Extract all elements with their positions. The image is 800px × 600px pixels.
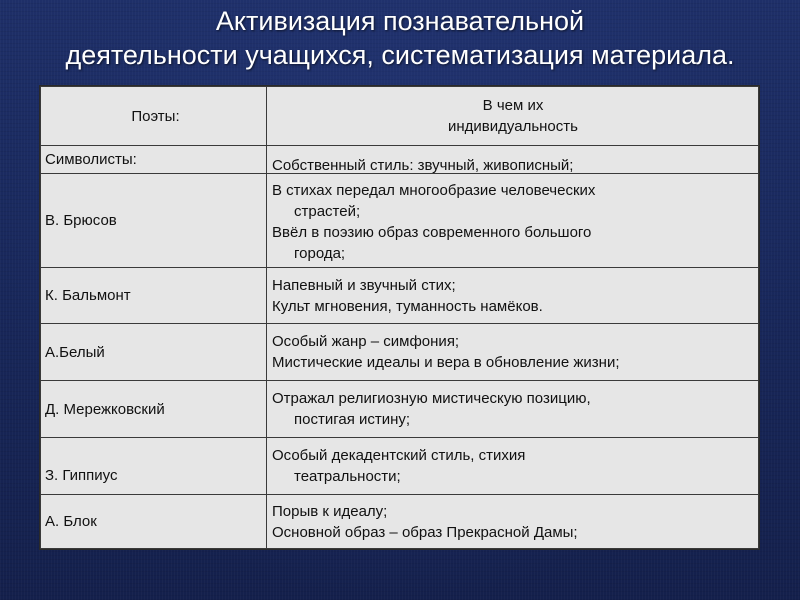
desc-line: Отражал религиозную мистическую позицию, xyxy=(272,390,591,407)
desc-line: постигая истину; xyxy=(294,411,411,428)
table-row xyxy=(41,268,759,324)
table-row xyxy=(41,495,759,549)
desc-line: Собственный стиль: звучный, живописный; xyxy=(272,157,574,174)
table-row xyxy=(41,438,759,495)
poet-name: В. Брюсов xyxy=(41,174,267,268)
poet-name: З. Гиппиус xyxy=(41,438,267,495)
header-individuality-line-1: В чем их xyxy=(482,97,544,114)
desc-line: Основной образ – образ Прекрасной Дамы; xyxy=(272,523,578,541)
slide-title-line-1: Активизация познавательной xyxy=(215,6,585,36)
poet-description xyxy=(267,381,759,438)
slide-title xyxy=(0,4,800,72)
poet-name: А.Белый xyxy=(41,324,267,381)
table-row xyxy=(41,174,759,268)
symbolists-row xyxy=(41,146,759,174)
table-row xyxy=(41,381,759,438)
symbolists-desc xyxy=(267,146,759,174)
desc-line: Культ мгновения, туманность намёков. xyxy=(272,297,543,315)
header-individuality xyxy=(267,87,759,146)
table-row xyxy=(41,324,759,381)
poet-name: Д. Мережковский xyxy=(41,381,267,438)
table-header-row xyxy=(41,87,759,146)
desc-line: В стихах передал многообразие человеческих xyxy=(272,182,596,199)
slide-title-line-2: деятельности учащихся, систематизация материала. xyxy=(65,40,735,70)
poet-description xyxy=(267,438,759,495)
poet-description xyxy=(267,174,759,268)
desc-line: Мистические идеалы и вера в обновление жизни; xyxy=(272,354,620,371)
desc-line: Порыв к идеалу; xyxy=(272,502,388,520)
desc-line: театральности; xyxy=(294,468,401,485)
header-poets: Поэты: xyxy=(41,87,267,146)
poet-description xyxy=(267,495,759,549)
poet-name: К. Бальмонт xyxy=(41,268,267,324)
poet-description xyxy=(267,324,759,381)
desc-line: города; xyxy=(294,245,346,262)
description-lines xyxy=(272,180,595,264)
desc-line: Особый декадентский стиль, стихия xyxy=(272,447,526,464)
desc-line: Особый жанр – симфония; xyxy=(272,333,460,350)
desc-line: Напевный и звучный стих; xyxy=(272,276,456,294)
poet-description xyxy=(267,268,759,324)
poet-name: А. Блок xyxy=(41,495,267,549)
symbolists-label: Символисты: xyxy=(41,146,267,174)
header-individuality-line-2: индивидуальность xyxy=(448,118,578,135)
desc-line: страстей; xyxy=(294,203,361,220)
poets-table xyxy=(39,85,760,550)
desc-line: Ввёл в поэзию образ современного большого xyxy=(272,224,592,241)
